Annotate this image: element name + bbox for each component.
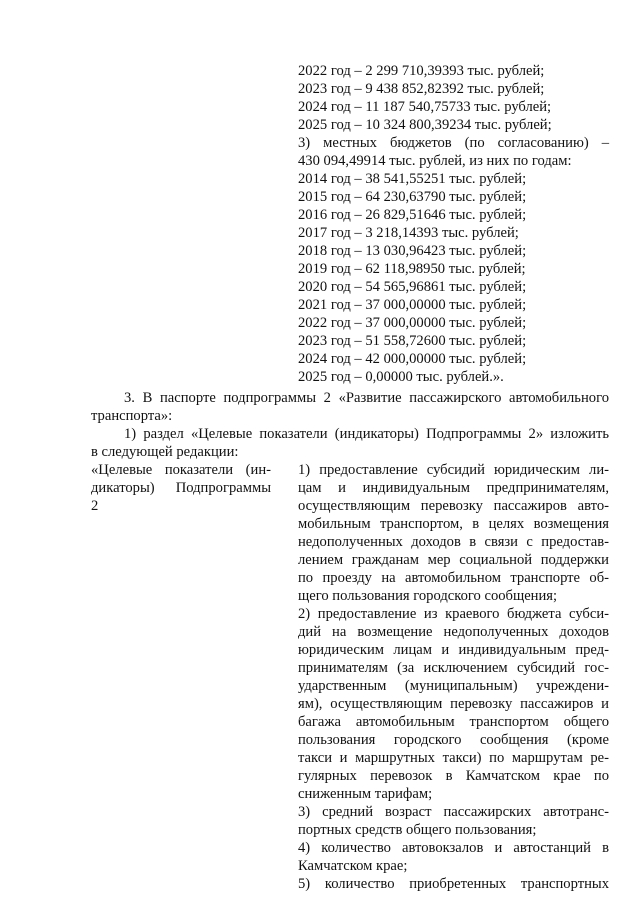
table-value-line: дий на возмещение недополученных доходов xyxy=(298,624,609,640)
table-label: «Целевые показатели (ин- xyxy=(91,462,271,478)
budget-line: 2025 год – 10 324 800,39234 тыс. рублей; xyxy=(298,117,552,133)
budget-line: 2024 год – 11 187 540,75733 тыс. рублей; xyxy=(298,99,552,115)
table-value-line: по проезду на автомобильном транспорте об- xyxy=(298,570,609,586)
table-value-line: мобильным транспортом, в целях возмещения xyxy=(298,516,609,532)
local-budget-year: 2025 год – 0,00000 тыс. рублей.». xyxy=(298,369,504,385)
table-label: 2 xyxy=(91,498,99,514)
local-budget-year: 2020 год – 54 565,96861 тыс. рублей; xyxy=(298,279,527,295)
local-budget-year: 2017 год – 3 218,14393 тыс. рублей; xyxy=(298,225,519,241)
table-value-line: сниженным тарифам; xyxy=(298,786,433,802)
table-label: дикаторы) Подпрограммы xyxy=(91,480,271,496)
table-value-line: ударственным (муниципальным) учреждени- xyxy=(298,678,609,694)
table-value-line: такси и маршрутных такси) по маршрутам ре- xyxy=(298,750,609,766)
table-value-line: Камчатском крае; xyxy=(298,858,408,874)
table-value-line: портных средств общего пользования; xyxy=(298,822,537,838)
table-value-line: пользования городского сообщения (кроме xyxy=(298,732,609,748)
table-value-line: принимателям (за исключением субсидий гос- xyxy=(298,660,609,676)
item3-heading: 3. В паспорте подпрограммы 2 «Развитие пассажирского автомобильного xyxy=(124,390,609,406)
table-value-line: 4) количество автовокзалов и автостанций в xyxy=(298,840,609,856)
table-value-line: ям), осуществляющим перевозку пассажиров и xyxy=(298,696,609,712)
table-value-line: недополученных доходов в связи с предостав- xyxy=(298,534,609,550)
local-budget-year: 2014 год – 38 541,55251 тыс. рублей; xyxy=(298,171,527,187)
local-budget-year: 2023 год – 51 558,72600 тыс. рублей; xyxy=(298,333,527,349)
table-value-line: юридическим лицам и индивидуальным пред- xyxy=(298,642,609,658)
table-value-line: 5) количество приобретенных транспортных xyxy=(298,876,609,892)
table-value-line: 2) предоставление из краевого бюджета субси- xyxy=(298,606,609,622)
table-value-line: багажа автомобильным транспортом общего xyxy=(298,714,609,730)
local-budget-year: 2018 год – 13 030,96423 тыс. рублей; xyxy=(298,243,527,259)
local-budget-year: 2022 год – 37 000,00000 тыс. рублей; xyxy=(298,315,527,331)
local-budget-year: 2015 год – 64 230,63790 тыс. рублей; xyxy=(298,189,527,205)
item3-subitem-cont: в следующей редакции: xyxy=(91,444,239,460)
table-value-line: гулярных перевозок в Камчатском крае по xyxy=(298,768,609,784)
local-budget-year: 2024 год – 42 000,00000 тыс. рублей; xyxy=(298,351,527,367)
budget-line: 2023 год – 9 438 852,82392 тыс. рублей; xyxy=(298,81,545,97)
local-budget-year: 2021 год – 37 000,00000 тыс. рублей; xyxy=(298,297,527,313)
table-value-line: лением гражданам мер социальной поддержки xyxy=(298,552,609,568)
local-budget-total: 430 094,49914 тыс. рублей, из них по годам: xyxy=(298,153,572,169)
table-value-line: цам и индивидуальным предпринимателям, xyxy=(298,480,609,496)
table-value-line: щего пользования городского сообщения; xyxy=(298,588,558,604)
local-budget-year: 2016 год – 26 829,51646 тыс. рублей; xyxy=(298,207,527,223)
item3-heading-cont: транспорта»: xyxy=(91,408,173,424)
local-budget-intro: 3) местных бюджетов (по согласованию) – xyxy=(298,135,609,151)
table-value-line: 3) средний возраст пассажирских автотранс- xyxy=(298,804,609,820)
table-value-line: осуществляющим перевозку пассажиров авто- xyxy=(298,498,609,514)
local-budget-year: 2019 год – 62 118,98950 тыс. рублей; xyxy=(298,261,526,277)
item3-subitem: 1) раздел «Целевые показатели (индикаторы) Подпрограммы 2» изложить xyxy=(124,426,609,442)
table-value-line: 1) предоставление субсидий юридическим ли- xyxy=(298,462,609,478)
budget-line: 2022 год – 2 299 710,39393 тыс. рублей; xyxy=(298,63,545,79)
